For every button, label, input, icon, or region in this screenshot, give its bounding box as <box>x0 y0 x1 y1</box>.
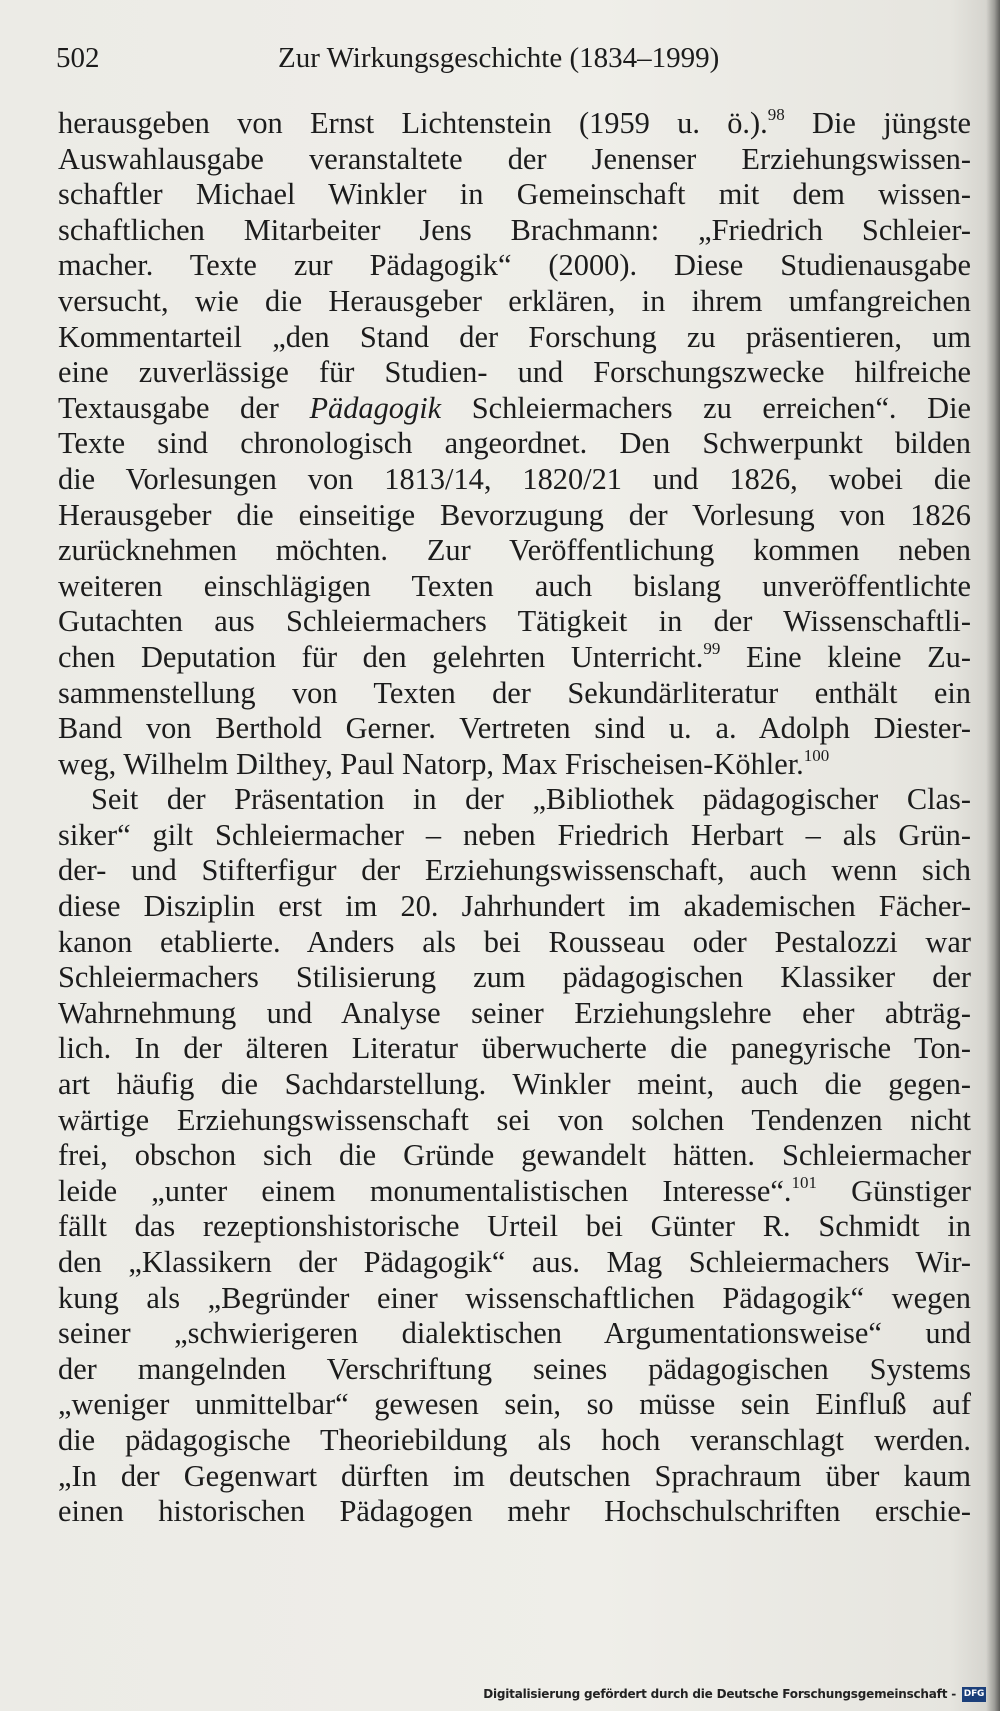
line-text: den „Klassikern der Pädagogik“ aus. Mag Schleiermachers Wir- <box>58 1245 971 1279</box>
body-text <box>58 106 971 1530</box>
text-line <box>58 106 971 142</box>
text-line <box>58 711 971 747</box>
line-text: weg, Wilhelm Dilthey, Paul Natorp, Max Frischeisen-Köhler. <box>58 746 804 781</box>
footnote-ref: 98 <box>767 105 785 124</box>
line-text: kung als „Begründer einer wissenschaftlichen Pädagogik“ wegen <box>58 1280 971 1315</box>
credit-text: Digitalisierung gefördert durch die Deutsche Forschungsgemeinschaft - <box>483 1687 956 1701</box>
line-text-continued: Günstiger <box>816 1173 971 1208</box>
line-text: frei, obschon sich die Gründe gewandelt hätten. Schleiermacher <box>58 1138 971 1173</box>
text-line <box>58 640 971 676</box>
text-line <box>58 925 971 961</box>
line-text: leide „unter einem monumentalistischen Interesse“. <box>58 1173 792 1208</box>
line-text: Schleiermachers Stilisierung zum pädagogischen Klassiker der <box>58 960 971 995</box>
line-text: Herausgeber die einseitige Bevorzugung der Vorlesung von 1826 <box>58 497 971 532</box>
text-line <box>58 1031 971 1067</box>
text-line <box>58 1138 971 1174</box>
line-text: kanon etablierte. Anders als bei Rousseau oder Pestalozzi war <box>58 924 971 959</box>
text-line <box>58 213 971 249</box>
line-text: der mangelnden Verschriftung seines pädagogischen Systems <box>58 1351 971 1386</box>
running-title: Zur Wirkungsgeschichte (1834–1999) <box>278 42 720 74</box>
line-text: lich. In der älteren Literatur überwucherte die panegyrische Ton- <box>58 1031 971 1066</box>
line-text: „weniger unmittelbar“ gewesen sein, so müsse sein Einfluß auf <box>58 1387 971 1422</box>
line-text: Wahrnehmung und Analyse seiner Erziehungslehre eher abträg- <box>58 995 971 1030</box>
line-text-continued: Die jüngste <box>784 106 971 140</box>
line-text: seiner „schwierigeren dialektischen Argumentationsweise“ und <box>58 1316 971 1351</box>
text-line <box>58 284 971 320</box>
line-text: Gutachten aus Schleiermachers Tätigkeit in der Wissenschaftli- <box>58 604 971 639</box>
line-text: fällt das rezeptionshistorische Urteil bei Günter R. Schmidt in <box>58 1209 971 1244</box>
text-line <box>58 569 971 605</box>
digitization-credit <box>483 1683 986 1705</box>
text-line <box>58 996 971 1032</box>
footnote-ref: 100 <box>803 745 830 765</box>
line-text: weiteren einschlägigen Texten auch bislang unveröffentlichte <box>58 568 971 603</box>
text-line <box>58 1459 971 1495</box>
text-line <box>58 1174 971 1210</box>
text-line <box>58 960 971 996</box>
text-line <box>58 604 971 640</box>
text-line <box>58 142 971 178</box>
line-text: „In der Gegenwart dürften im deutschen Sprachraum über kaum <box>58 1458 971 1493</box>
text-line <box>58 782 971 818</box>
footnote-ref: 99 <box>703 638 721 658</box>
page-number: 502 <box>56 42 100 74</box>
line-text: chen Deputation für den gelehrten Unterricht. <box>58 639 704 674</box>
line-text: die pädagogische Theoriebildung als hoch veranschlagt werden. <box>58 1422 971 1457</box>
text-line <box>58 1316 971 1352</box>
line-text: Band von Berthold Gerner. Vertreten sind u. a. Adolph Diester- <box>58 711 971 746</box>
line-text: Textausgabe der <box>58 390 310 425</box>
line-text: herausgeben von Ernst Lichtenstein (1959 u. ö.). <box>58 106 768 140</box>
dfg-logo: DFG <box>962 1687 986 1702</box>
text-line <box>58 1352 971 1388</box>
line-text: Kommentarteil „den Stand der Forschung zu präsentieren, um <box>58 319 971 354</box>
text-line <box>58 320 971 356</box>
line-text: schaftler Michael Winkler in Gemeinschaft mit dem wissen- <box>58 177 971 212</box>
text-line <box>58 177 971 213</box>
text-line <box>58 1281 971 1317</box>
line-text: art häufig die Sachdarstellung. Winkler meint, auch die gegen- <box>58 1067 971 1102</box>
line-text: wärtige Erziehungswissenschaft sei von solchen Tendenzen nicht <box>58 1102 971 1137</box>
text-line <box>58 889 971 925</box>
text-line <box>58 747 971 783</box>
text-line <box>58 1245 971 1281</box>
line-text: sammenstellung von Texten der Sekundärliteratur enthält ein <box>58 675 971 710</box>
line-text: diese Disziplin erst im 20. Jahrhundert im akademischen Fächer- <box>58 889 971 924</box>
line-text: zurücknehmen möchten. Zur Veröffentlichung kommen neben <box>58 533 971 568</box>
text-line <box>58 676 971 712</box>
text-line <box>58 853 971 889</box>
line-text: schaftlichen Mitarbeiter Jens Brachmann: „Friedrich Schleier- <box>58 212 971 247</box>
line-text: Auswahlausgabe veranstaltete der Jenenser Erziehungswissen- <box>58 141 971 176</box>
text-line <box>58 533 971 569</box>
text-line <box>58 1423 971 1459</box>
running-head <box>56 38 966 78</box>
text-line <box>58 355 971 391</box>
text-line <box>58 248 971 284</box>
line-text: Seit der Präsentation in der „Bibliothek pädagogischer Clas- <box>91 782 971 817</box>
line-text: die Vorlesungen von 1813/14, 1820/21 und 1826, wobei die <box>58 461 971 496</box>
text-line <box>58 1067 971 1103</box>
line-text: einen historischen Pädagogen mehr Hochschulschriften erschie- <box>58 1494 971 1529</box>
line-text: siker“ gilt Schleiermacher – neben Friedrich Herbart – als Grün- <box>58 817 971 852</box>
text-line <box>58 462 971 498</box>
text-line <box>58 1209 971 1245</box>
line-text-continued: Eine kleine Zu- <box>720 639 971 674</box>
line-text: versucht, wie die Herausgeber erklären, in ihrem umfangreichen <box>58 283 971 318</box>
text-line <box>58 1103 971 1139</box>
page-edge-shadow <box>986 0 1000 1711</box>
text-line <box>58 426 971 462</box>
footnote-ref: 101 <box>791 1172 817 1192</box>
text-line <box>58 498 971 534</box>
text-line <box>58 1387 971 1423</box>
line-text: der- und Stifterfigur der Erziehungswissenschaft, auch wenn sich <box>58 853 971 888</box>
line-text: eine zuverlässige für Studien- und Forschungszwecke hilfreiche <box>58 355 971 390</box>
line-text: macher. Texte zur Pädagogik“ (2000). Diese Studienausgabe <box>58 248 971 283</box>
text-line <box>58 1494 971 1530</box>
line-text: Texte sind chronologisch angeordnet. Den Schwerpunkt bilden <box>58 426 971 461</box>
text-line <box>58 391 971 427</box>
text-line <box>58 818 971 854</box>
line-text-continued: Schleiermachers zu erreichen“. Die <box>441 390 972 425</box>
italic-title: Pädagogik <box>309 390 442 425</box>
